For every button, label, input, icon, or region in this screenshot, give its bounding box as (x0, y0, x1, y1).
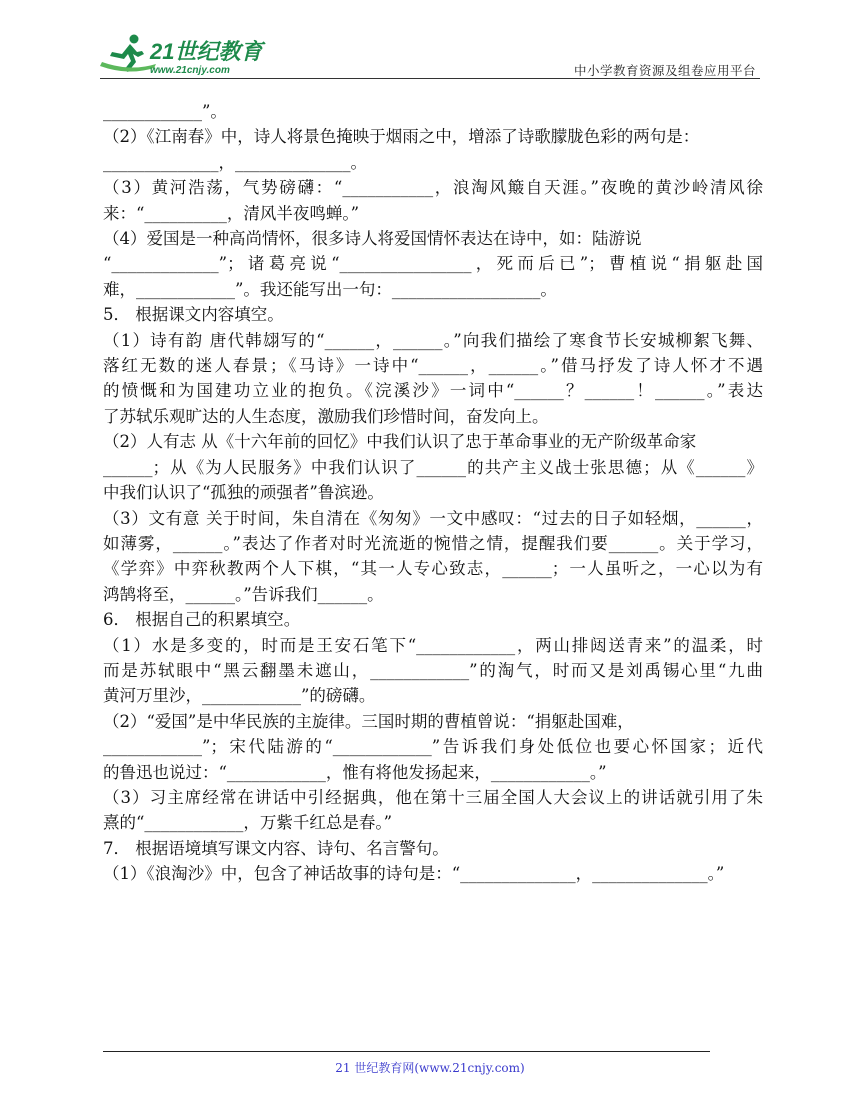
footer-divider (103, 1051, 710, 1052)
text-line: 熹的“____________，万紫千红总是春。” (103, 813, 393, 833)
text-line: 中我们认识了“孤独的顽强者”鲁滨逊。 (103, 483, 384, 503)
text-line: （3）文有意 关于时间，朱自清在《匆匆》一文中感叹：“过去的日子如轻烟，______， (103, 508, 763, 528)
text-line: （1）诗有韵 唐代韩翃写的“______，______。”向我们描绘了寒食节长安城柳絮飞舞、 (103, 330, 763, 350)
logo-text: 21世纪教育 (150, 39, 263, 64)
text-line: （1）《浪淘沙》中，包含了神话故事的诗句是：“______________，______________。” (103, 864, 725, 884)
text-line: （2）《江南春》中，诗人将景色掩映于烟雨之中，增添了诗歌朦胧色彩的两句是： (103, 127, 700, 147)
text-line: ______________，______________。 (103, 152, 367, 172)
text-line: “_____________”；诸葛亮说“________________，死而后已”；曹植说“捐躯赴国 (103, 254, 763, 274)
runner-icon (100, 35, 156, 73)
text-line: 如薄雾，______。”表达了作者对时光流逝的惋惜之情，提醒我们要______。关于学习， (103, 533, 763, 553)
text-line: 难，____________”。我还能写出一句：__________________。 (103, 279, 557, 299)
text-line: ______；从《为人民服务》中我们认识了______的共产主义战士张思德；从《______》 (103, 457, 764, 477)
text-line: 了苏轼乐观旷达的人生态度，激励我们珍惜时间，奋发向上。 (103, 406, 549, 426)
text-line: 的愤慨和为国建功立业的抱负。《浣溪沙》一词中“______？______！______。”表达 (103, 381, 763, 401)
text-line: 的鲁迅也说过：“____________，惟有将他发扬起来，____________。” (103, 762, 607, 782)
text-line: 《学弈》中弈秋教两个人下棋，“其一人专心致志，______；一人虽听之，一心以为有 (103, 559, 763, 579)
text-line: 鸿鹄将至，______。”告诉我们______。 (103, 584, 384, 604)
text-line: （3）黄河浩荡，气势磅礴：“___________，浪淘风簸自天涯。”夜晚的黄沙岭清风徐 (103, 178, 763, 198)
text-line: ____________”；宋代陆游的“____________”告诉我们身处低位也要心怀国家；近代 (103, 737, 763, 757)
text-line: （2）人有志 从《十六年前的回忆》中我们认识了忠于革命事业的无产阶级革命家 (103, 432, 697, 452)
text-line: 落红无数的迷人春景；《马诗》一诗中“______，______。”借马抒发了诗人怀才不遇 (103, 356, 763, 376)
page-header (100, 30, 760, 80)
question-heading: 7． 根据语境填写课文内容、诗句、名言警句。 (103, 838, 449, 858)
question-heading: 5． 根据课文内容填空。 (103, 305, 284, 325)
header-platform-text: 中小学教育资源及组卷应用平台 (573, 63, 756, 78)
text-line: （2）“爱国”是中华民族的主旋律。三国时期的曹植曾说：“捐躯赴国难， (103, 711, 634, 731)
question-heading: 6． 根据自己的积累填空。 (103, 610, 301, 630)
text-line: 黄河万里沙，____________”的磅礴。 (103, 686, 376, 706)
site-logo (100, 32, 280, 78)
text-line: ____________”。 (103, 102, 227, 121)
header-divider (100, 78, 760, 79)
text-line: （1）水是多变的，时而是王安石笔下“____________，两山排闼送青来”的温柔，时 (103, 635, 763, 655)
logo-url: www.21cnjy.com (150, 65, 230, 76)
document-body (103, 99, 763, 887)
footer-text: 21 世纪教育网(www.21cnjy.com) (335, 1061, 525, 1075)
text-line: 来：“__________，清风半夜鸣蝉。” (103, 203, 360, 223)
text-line: （3）习主席经常在讲话中引经据典，他在第十三届全国人大会议上的讲话就引用了朱 (103, 787, 763, 807)
text-line: （4）爱国是一种高尚情怀，很多诗人将爱国情怀表达在诗中，如：陆游说 (103, 229, 642, 249)
text-line: 而是苏轼眼中“黑云翻墨未遮山，____________”的淘气，时而又是刘禹锡心里“九曲 (103, 660, 763, 680)
